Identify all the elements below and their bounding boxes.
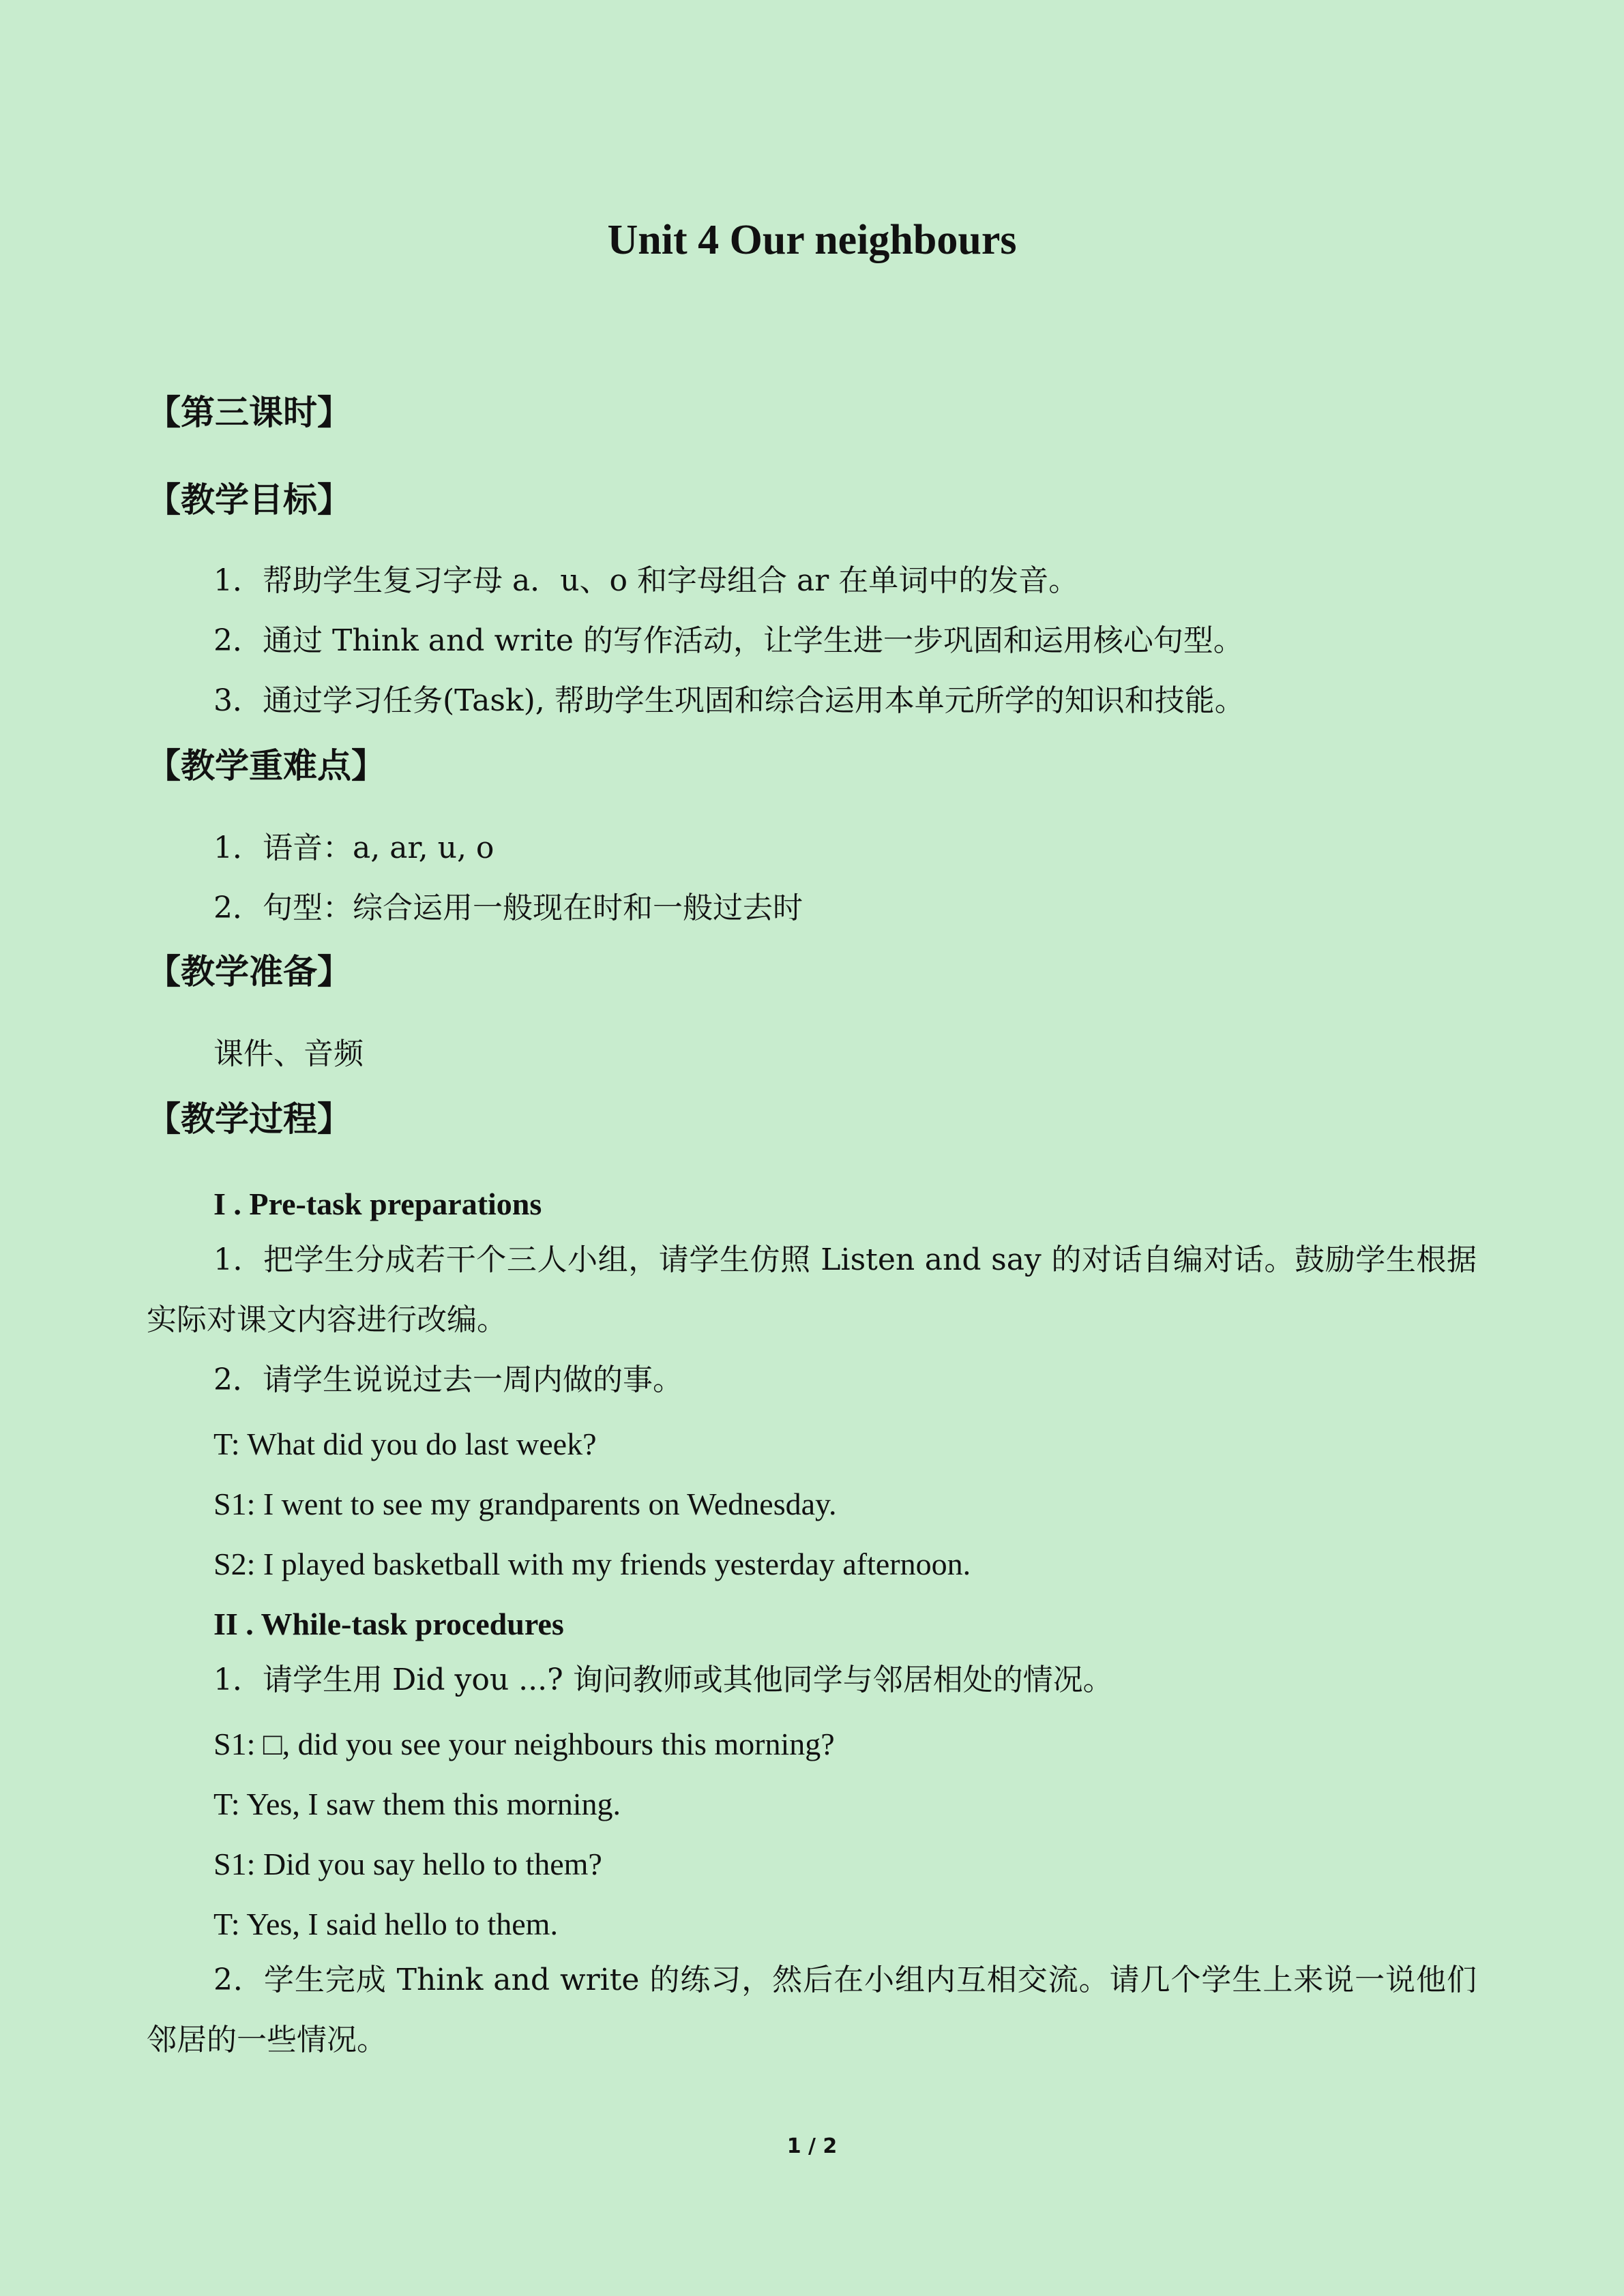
while-task-step-1: 1．请学生用 Did you ...? 询问教师或其他同学与邻居相处的情况。 [213, 1663, 1113, 1697]
goal-item: 3．通过学习任务(Task), 帮助学生巩固和综合运用本单元所学的知识和技能。 [213, 683, 1245, 718]
keypoint-item: 2．句型：综合运用一般现在时和一般过去时 [213, 891, 803, 925]
keypoints-heading: 【教学重难点】 [147, 746, 385, 786]
page-number: 1 / 2 [786, 2134, 838, 2158]
while-task-step-2: 2．学生完成 Think and write 的练习，然后在小组内互相交流。请几个学生上来说一说他们邻居的一些情况。 [147, 1963, 1477, 2057]
dialogue-line: S1: □, did you see your neighbours this morning? [213, 1727, 835, 1761]
document-title: Unit 4 Our neighbours [607, 217, 1017, 263]
prep-text: 课件、音频 [213, 1037, 364, 1071]
while-task-title: II . While-task procedures [213, 1607, 564, 1641]
pre-task-title: I . Pre-task preparations [213, 1187, 542, 1221]
keypoint-item: 1．语音：a, ar, u, o [213, 831, 494, 865]
pre-task-step-1: 1．把学生分成若干个三人小组，请学生仿照 Listen and say 的对话自编对话。鼓励学生根据实际对课文内容进行改编。 [147, 1242, 1477, 1337]
goal-item: 1．帮助学生复习字母 a．u、o 和字母组合 ar 在单词中的发音。 [213, 563, 1079, 598]
pre-task-step-2: 2．请学生说说过去一周内做的事。 [213, 1362, 683, 1397]
process-heading: 【教学过程】 [147, 1099, 351, 1139]
goals-heading: 【教学目标】 [147, 480, 351, 520]
dialogue-line: T: Yes, I saw them this morning. [213, 1787, 621, 1821]
dialogue-line: T: What did you do last week? [213, 1427, 597, 1461]
dialogue-line: S1: Did you say hello to them? [213, 1847, 602, 1881]
dialogue-line: T: Yes, I said hello to them. [213, 1907, 558, 1941]
prep-heading: 【教学准备】 [147, 952, 351, 992]
goal-item: 2．通过 Think and write 的写作活动，让学生进一步巩固和运用核心句型。 [213, 623, 1243, 658]
dialogue-line: S2: I played basketball with my friends yesterday afternoon. [213, 1547, 971, 1581]
lesson-heading: 【第三课时】 [147, 393, 351, 432]
dialogue-line: S1: I went to see my grandparents on Wednesday. [213, 1487, 837, 1521]
